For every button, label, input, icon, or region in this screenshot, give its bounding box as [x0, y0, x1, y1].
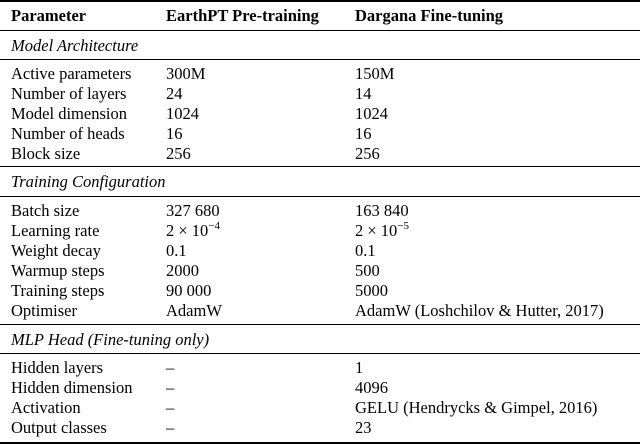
row-earthpt: AdamW — [166, 301, 222, 320]
row-dargana: 500 — [355, 261, 380, 280]
header-dargana: Dargana Fine-tuning — [355, 6, 504, 25]
row-earthpt: 16 — [166, 124, 183, 143]
row-param: Number of layers — [11, 84, 127, 103]
row-earthpt: – — [166, 398, 175, 417]
row-param: Activation — [11, 398, 81, 417]
row-param: Batch size — [11, 201, 80, 220]
row-param: Block size — [11, 144, 81, 163]
learning-rate-base: 2 × 10 — [355, 221, 398, 240]
row-earthpt: 0.1 — [166, 241, 187, 260]
row-dargana: 1 — [355, 358, 364, 377]
header-earthpt: EarthPT Pre-training — [166, 6, 319, 25]
section-rule — [0, 353, 640, 354]
section-rule — [0, 59, 640, 60]
row-earthpt: – — [166, 378, 175, 397]
row-param: Warmup steps — [11, 261, 105, 280]
row-earthpt: 1024 — [166, 104, 199, 123]
row-dargana — [355, 221, 409, 243]
row-dargana: 4096 — [355, 378, 388, 397]
row-param: Active parameters — [11, 64, 132, 83]
row-dargana: 150M — [355, 64, 395, 83]
section-title-model-architecture: Model Architecture — [11, 36, 139, 55]
row-dargana: 163 840 — [355, 201, 409, 220]
row-param: Training steps — [11, 281, 105, 300]
row-param: Weight decay — [11, 241, 101, 260]
row-dargana: 1024 — [355, 104, 388, 123]
row-param: Model dimension — [11, 104, 127, 123]
row-dargana: 16 — [355, 124, 372, 143]
section-rule — [0, 324, 640, 325]
top-rule — [0, 0, 640, 2]
row-param: Number of heads — [11, 124, 125, 143]
row-dargana: AdamW (Loshchilov & Hutter, 2017) — [355, 301, 604, 320]
section-title-training-configuration: Training Configuration — [11, 172, 166, 191]
row-earthpt: 327 680 — [166, 201, 220, 220]
learning-rate-exponent: −5 — [397, 220, 410, 232]
learning-rate-base: 2 × 10 — [166, 221, 209, 240]
row-earthpt: 90 000 — [166, 281, 212, 300]
row-dargana: 256 — [355, 144, 380, 163]
row-earthpt: 256 — [166, 144, 191, 163]
section-title-mlp-head: MLP Head (Fine-tuning only) — [11, 330, 210, 349]
row-dargana: 5000 — [355, 281, 388, 300]
row-param: Optimiser — [11, 301, 77, 320]
row-param: Output classes — [11, 418, 107, 437]
section-rule — [0, 166, 640, 167]
row-dargana: GELU (Hendrycks & Gimpel, 2016) — [355, 398, 598, 417]
row-param: Hidden layers — [11, 358, 104, 377]
learning-rate-exponent: −4 — [208, 220, 221, 232]
row-param: Learning rate — [11, 221, 100, 240]
row-earthpt: 24 — [166, 84, 183, 103]
row-earthpt: – — [166, 418, 175, 437]
row-dargana: 23 — [355, 418, 372, 437]
row-earthpt: 300M — [166, 64, 206, 83]
row-param: Hidden dimension — [11, 378, 133, 397]
header-parameter: Parameter — [11, 6, 87, 25]
row-dargana: 14 — [355, 84, 372, 103]
row-dargana: 0.1 — [355, 241, 376, 260]
bottom-rule — [0, 442, 640, 444]
section-rule — [0, 196, 640, 197]
header-rule — [0, 30, 640, 31]
row-earthpt — [166, 221, 220, 243]
row-earthpt: – — [166, 358, 175, 377]
row-earthpt: 2000 — [166, 261, 199, 280]
